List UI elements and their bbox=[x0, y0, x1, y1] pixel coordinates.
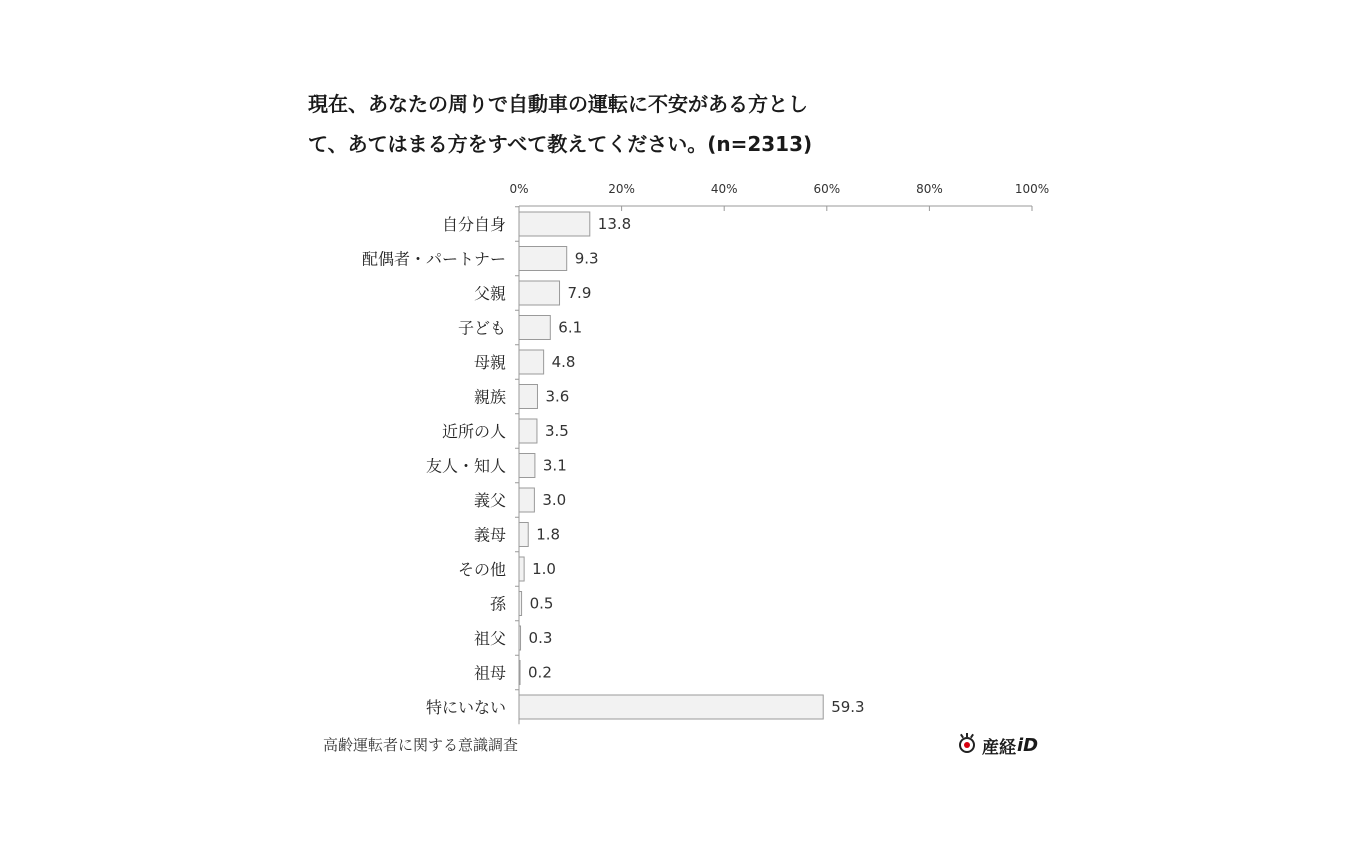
value-label: 9.3 bbox=[574, 249, 599, 268]
category-label: 友人・知人 bbox=[425, 456, 506, 476]
bar bbox=[519, 212, 590, 236]
category-label: 母親 bbox=[473, 353, 506, 372]
logo-id-text: iD bbox=[1017, 734, 1039, 756]
category-label: 特にいない bbox=[425, 698, 506, 717]
value-label: 3.1 bbox=[542, 456, 567, 475]
value-label: 0.5 bbox=[529, 594, 554, 613]
bar bbox=[519, 419, 537, 443]
value-label: 6.1 bbox=[558, 318, 583, 337]
value-label: 3.5 bbox=[544, 422, 569, 440]
logo-text: 産経 bbox=[982, 737, 1016, 758]
bar bbox=[519, 557, 524, 581]
category-label: 祖父 bbox=[473, 629, 506, 648]
x-tick-label: 40% bbox=[710, 182, 738, 196]
logo-red-dot bbox=[964, 742, 970, 748]
value-label: 13.8 bbox=[597, 215, 632, 233]
sun-logo-icon bbox=[958, 735, 978, 755]
bar bbox=[519, 281, 560, 305]
category-label: 孫 bbox=[489, 594, 506, 614]
value-label: 7.9 bbox=[567, 284, 592, 302]
bar bbox=[519, 350, 544, 374]
category-label: 近所の人 bbox=[441, 422, 506, 441]
category-label: 父親 bbox=[473, 284, 506, 303]
bar bbox=[519, 454, 535, 478]
sankei-id-logo bbox=[958, 733, 1038, 757]
category-label: 自分自身 bbox=[441, 215, 506, 234]
bar bbox=[519, 316, 550, 340]
category-label: 配偶者・パートナー bbox=[361, 249, 506, 269]
bar bbox=[519, 488, 534, 512]
bar bbox=[519, 247, 567, 271]
category-label: その他 bbox=[457, 560, 506, 579]
bar bbox=[519, 626, 521, 650]
value-label: 3.6 bbox=[545, 387, 570, 406]
x-tick-label: 60% bbox=[813, 182, 841, 196]
x-tick-label: 0% bbox=[509, 182, 529, 196]
value-label: 0.3 bbox=[528, 629, 553, 647]
bar bbox=[519, 592, 522, 616]
category-label: 義父 bbox=[473, 491, 506, 510]
bar bbox=[519, 385, 537, 409]
x-tick-label: 80% bbox=[916, 182, 943, 196]
category-label: 義母 bbox=[473, 525, 506, 545]
bar bbox=[519, 523, 528, 547]
value-label: 3.0 bbox=[542, 491, 567, 509]
value-label: 1.0 bbox=[532, 560, 556, 578]
value-label: 4.8 bbox=[551, 353, 576, 371]
x-tick-label: 20% bbox=[608, 182, 635, 196]
value-label: 0.2 bbox=[528, 663, 552, 682]
category-label: 親族 bbox=[473, 387, 506, 407]
x-tick-label: 100% bbox=[1014, 182, 1050, 196]
bar bbox=[519, 661, 520, 685]
chart-title-line-2: て、あてはまる方をすべて教えてください。(n=2313) bbox=[308, 132, 813, 156]
value-label: 59.3 bbox=[831, 698, 865, 716]
category-label: 祖母 bbox=[473, 663, 506, 683]
chart-title-line-1: 現在、あなたの周りで自動車の運転に不安がある方とし bbox=[308, 92, 808, 116]
source-caption: 高齢運転者に関する意識調査 bbox=[323, 736, 519, 754]
bar bbox=[519, 695, 823, 719]
value-label: 1.8 bbox=[536, 525, 561, 544]
category-label: 子ども bbox=[457, 318, 506, 338]
